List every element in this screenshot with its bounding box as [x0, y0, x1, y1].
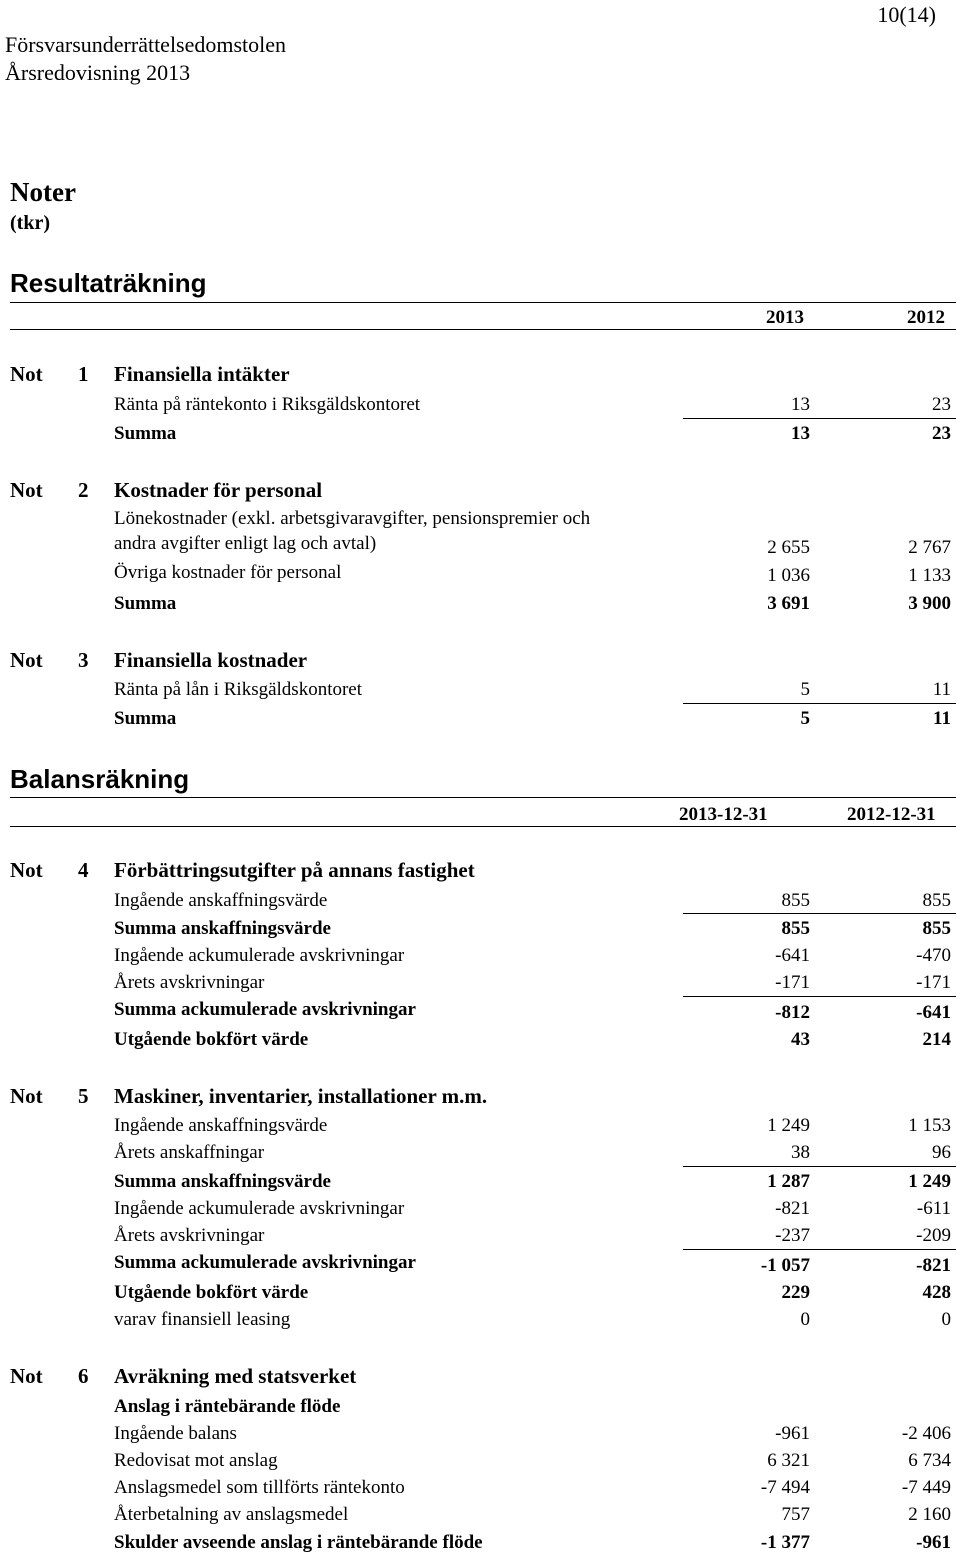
sum-label: Summa ackumulerade avskrivningar — [114, 999, 416, 1020]
column-header-2013: 2013 — [766, 307, 804, 328]
column-header-2012: 2012 — [907, 307, 945, 328]
row-label: Ränta på räntekonto i Riksgäldskontoret — [114, 394, 421, 415]
row-label: Anslagsmedel som tillförts räntekonto — [114, 1477, 405, 1498]
note-label: Not — [10, 1364, 43, 1388]
value-2013: 38 — [791, 1142, 810, 1163]
row-label-continued: andra avgifter enligt lag och avtal) — [114, 533, 377, 554]
sum-label: Summa — [114, 423, 177, 444]
value-2013: -7 494 — [760, 1477, 810, 1498]
value-2012: -2 406 — [901, 1423, 951, 1444]
sum-value-2013: 3 691 — [767, 593, 810, 614]
value-2012: 2 160 — [908, 1504, 951, 1525]
sum-value-2012: 1 249 — [908, 1171, 951, 1192]
value-2012: -171 — [916, 972, 951, 993]
value-2012: 2 767 — [908, 537, 951, 558]
value-2012: -209 — [916, 1225, 951, 1246]
sum-value-2013: 5 — [800, 708, 810, 729]
value-2013: 757 — [781, 1504, 810, 1525]
note-label: Not — [10, 1084, 43, 1108]
sum-value-2013: -1 057 — [760, 1255, 810, 1276]
sum-label: Summa — [114, 708, 177, 729]
row-label: Ingående anskaffningsvärde — [114, 890, 328, 911]
value-2013: -641 — [775, 945, 810, 966]
row-label: Årets anskaffningar — [114, 1142, 265, 1163]
total-label: Utgående bokfört värde — [114, 1282, 309, 1303]
row-label: Lönekostnader (exkl. arbetsgivaravgifter, pensionspremier och — [114, 508, 591, 529]
sum-label: Summa ackumulerade avskrivningar — [114, 1252, 416, 1273]
value-2013: -237 — [775, 1225, 810, 1246]
value-2013: -821 — [775, 1198, 810, 1219]
note-number: 4 — [78, 858, 89, 882]
sum-rule — [683, 996, 956, 997]
value-2012: 6 734 — [908, 1450, 951, 1471]
note-number: 6 — [78, 1364, 89, 1388]
sum-rule — [683, 418, 956, 419]
value-2013: 855 — [781, 890, 810, 911]
note-title: Kostnader för personal — [114, 478, 323, 502]
section-rule — [10, 302, 956, 303]
row-label: Ingående balans — [114, 1423, 237, 1444]
total-value-2012: 214 — [922, 1029, 951, 1050]
value-2013: 0 — [800, 1309, 810, 1330]
organization-name: Försvarsunderrättelsedomstolen — [5, 32, 287, 57]
note-subtitle: Anslag i räntebärande flöde — [114, 1396, 341, 1417]
total-label: Utgående bokfört värde — [114, 1029, 309, 1050]
row-label: Ingående anskaffningsvärde — [114, 1115, 328, 1136]
sum-rule — [683, 703, 956, 704]
note-label: Not — [10, 858, 43, 882]
note-title: Avräkning med statsverket — [114, 1364, 357, 1388]
note-title: Finansiella intäkter — [114, 362, 290, 386]
sum-value-2012: 855 — [922, 918, 951, 939]
row-label: varav finansiell leasing — [114, 1309, 291, 1330]
section-rule — [10, 797, 956, 798]
value-2012: -611 — [916, 1198, 951, 1219]
row-label: Ränta på lån i Riksgäldskontoret — [114, 679, 363, 700]
note-title: Finansiella kostnader — [114, 648, 308, 672]
value-2013: 1 249 — [767, 1115, 810, 1136]
column-header-2013-12-31: 2013-12-31 — [679, 804, 768, 825]
sum-label: Summa anskaffningsvärde — [114, 1171, 331, 1192]
row-label: Redovisat mot anslag — [114, 1450, 278, 1471]
value-2012: 1 133 — [908, 565, 951, 586]
total-label: Skulder avseende anslag i räntebärande flöde — [114, 1532, 483, 1553]
sum-value-2012: 23 — [932, 423, 951, 444]
value-2012: 11 — [932, 679, 951, 700]
sum-label: Summa anskaffningsvärde — [114, 918, 331, 939]
total-value-2013: 43 — [791, 1029, 810, 1050]
sum-rule — [683, 913, 956, 914]
section-heading-resultat: Resultaträkning — [10, 268, 207, 298]
report-title: Årsredovisning 2013 — [5, 60, 191, 85]
page-number: 10(14) — [877, 2, 936, 27]
sum-rule — [683, 1249, 956, 1250]
value-2013: 13 — [791, 394, 810, 415]
value-2013: 6 321 — [767, 1450, 810, 1471]
column-header-2012-12-31: 2012-12-31 — [847, 804, 936, 825]
sum-label: Summa — [114, 593, 177, 614]
sum-value-2013: 855 — [781, 918, 810, 939]
note-number: 2 — [78, 478, 89, 502]
note-number: 1 — [78, 362, 89, 386]
sum-value-2013: 1 287 — [767, 1171, 810, 1192]
total-value-2013: -1 377 — [760, 1532, 810, 1553]
total-value-2013: 229 — [781, 1282, 810, 1303]
row-label: Årets avskrivningar — [114, 972, 265, 993]
value-2013: 1 036 — [767, 565, 810, 586]
section-heading-balans: Balansräkning — [10, 764, 190, 794]
value-2012: 23 — [932, 394, 951, 415]
value-2012: -470 — [916, 945, 951, 966]
sum-rule — [683, 1166, 956, 1167]
value-2012: 0 — [941, 1309, 951, 1330]
value-2012: 855 — [922, 890, 951, 911]
sum-value-2012: 3 900 — [908, 593, 951, 614]
note-title: Maskiner, inventarier, installationer m.m. — [114, 1084, 488, 1108]
sum-value-2012: 11 — [933, 708, 951, 729]
value-2012: 1 153 — [908, 1115, 951, 1136]
unit-label: (tkr) — [10, 212, 50, 234]
column-header-rule — [10, 826, 956, 827]
total-value-2012: -961 — [916, 1532, 951, 1553]
sum-value-2012: -641 — [916, 1002, 951, 1023]
note-number: 5 — [78, 1084, 89, 1108]
note-title: Förbättringsutgifter på annans fastighet — [114, 858, 475, 882]
row-label: Ingående ackumulerade avskrivningar — [114, 945, 405, 966]
value-2013: -171 — [775, 972, 810, 993]
total-value-2012: 428 — [922, 1282, 951, 1303]
sum-value-2013: 13 — [791, 423, 810, 444]
row-label: Ingående ackumulerade avskrivningar — [114, 1198, 405, 1219]
row-label: Övriga kostnader för personal — [114, 562, 342, 583]
value-2012: 96 — [932, 1142, 951, 1163]
sum-value-2012: -821 — [916, 1255, 951, 1276]
value-2013: 2 655 — [767, 537, 810, 558]
value-2013: 5 — [800, 679, 810, 700]
page-title: Noter — [10, 177, 76, 207]
column-header-rule — [10, 329, 956, 330]
sum-value-2013: -812 — [775, 1002, 810, 1023]
value-2013: -961 — [775, 1423, 810, 1444]
note-label: Not — [10, 362, 43, 386]
row-label: Återbetalning av anslagsmedel — [114, 1504, 349, 1525]
value-2012: -7 449 — [901, 1477, 951, 1498]
row-label: Årets avskrivningar — [114, 1225, 265, 1246]
note-label: Not — [10, 478, 43, 502]
note-number: 3 — [78, 648, 89, 672]
note-label: Not — [10, 648, 43, 672]
